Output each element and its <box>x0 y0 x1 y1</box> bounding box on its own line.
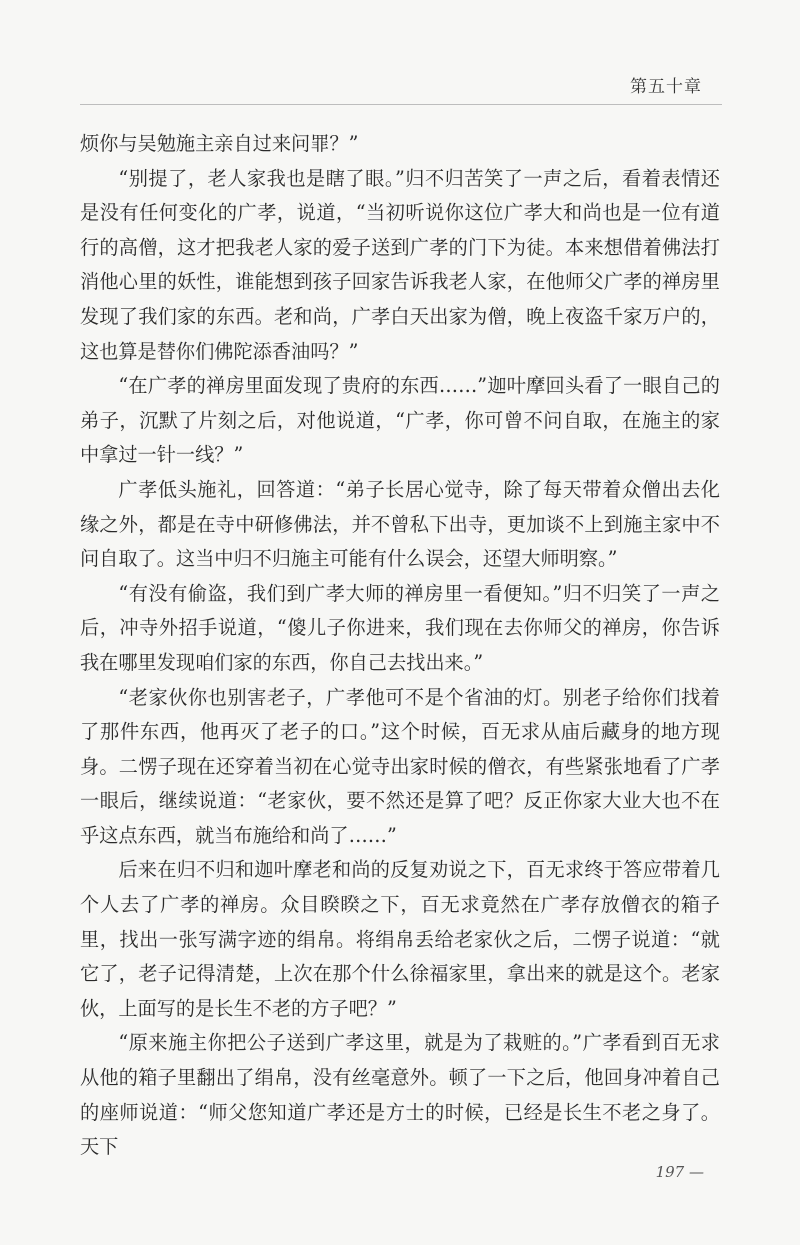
body-text <box>80 127 720 1165</box>
paragraph: “老家伙你也别害老子，广孝他可不是个省油的灯。别老子给你们找着了那件东西，他再灭了老子的口。”这个时候，百无求从庙后藏身的地方现身。二愣子现在还穿着当初在心觉寺出家时候的僧衣，有些紧张地看了广孝一眼后，继续说道：“老家伙，要不然还是算了吧？反正你家大业大也不在乎这点东西，就当布施给和尚了……” <box>80 685 720 847</box>
paragraph: “别提了，老人家我也是瞎了眼。”归不归苦笑了一声之后，看着表情还是没有任何变化的广孝，说道，“当初听说你这位广孝大和尚也是一位有道行的高僧，这才把我老人家的爱子送到广孝的门下为徒。本来想借着佛法打消他心里的妖性，谁能想到孩子回家告诉我老人家，在他师父广孝的禅房里发现了我们家的东西。老和尚，广孝白天出家为僧，晚上夜盗千家万户的，这也算是替你们佛陀添香油吗？” <box>80 166 720 363</box>
chapter-running-head: 第五十章 <box>630 77 702 97</box>
paragraph: “有没有偷盗，我们到广孝大师的禅房里一看便知。”归不归笑了一声之后，冲寺外招手说道，“傻儿子你进来，我们现在去你师父的禅房，你告诉我在哪里发现咱们家的东西，你自己去找出来。” <box>80 581 720 674</box>
paragraph: “原来施主你把公子送到广孝这里，就是为了栽赃的。”广孝看到百无求从他的箱子里翻出了绢帛，没有丝毫意外。顿了一下之后，他回身冲着自己的座师说道：“师父您知道广孝还是方士的时候，已经是长生不老之身了。天下 <box>80 1031 720 1159</box>
paragraph: “在广孝的禅房里面发现了贵府的东西……”迦叶摩回头看了一眼自己的弟子，沉默了片刻之后，对他说道，“广孝，你可曾不问自取，在施主的家中拿过一针一线？” <box>80 374 720 467</box>
page-number: 197 — <box>655 1163 704 1181</box>
header-divider <box>80 104 722 105</box>
paragraph: 后来在归不归和迦叶摩老和尚的反复劝说之下，百无求终于答应带着几个人去了广孝的禅房。众目睽睽之下，百无求竟然在广孝存放僧衣的箱子里，找出一张写满字迹的绢帛。将绢帛丢给老家伙之后，二愣子说道：“就它了，老子记得清楚，上次在那个什么徐福家里，拿出来的就是这个。老家伙，上面写的是长生不老的方子吧？” <box>80 858 720 1020</box>
paragraph-continued: 烦你与吴勉施主亲自过来问罪？” <box>80 132 359 155</box>
paragraph: 广孝低头施礼，回答道：“弟子长居心觉寺，除了每天带着众僧出去化缘之外，都是在寺中研修佛法，并不曾私下出寺，更加谈不上到施主家中不问自取了。这当中归不归施主可能有什么误会，还望大师明察。” <box>80 477 720 571</box>
